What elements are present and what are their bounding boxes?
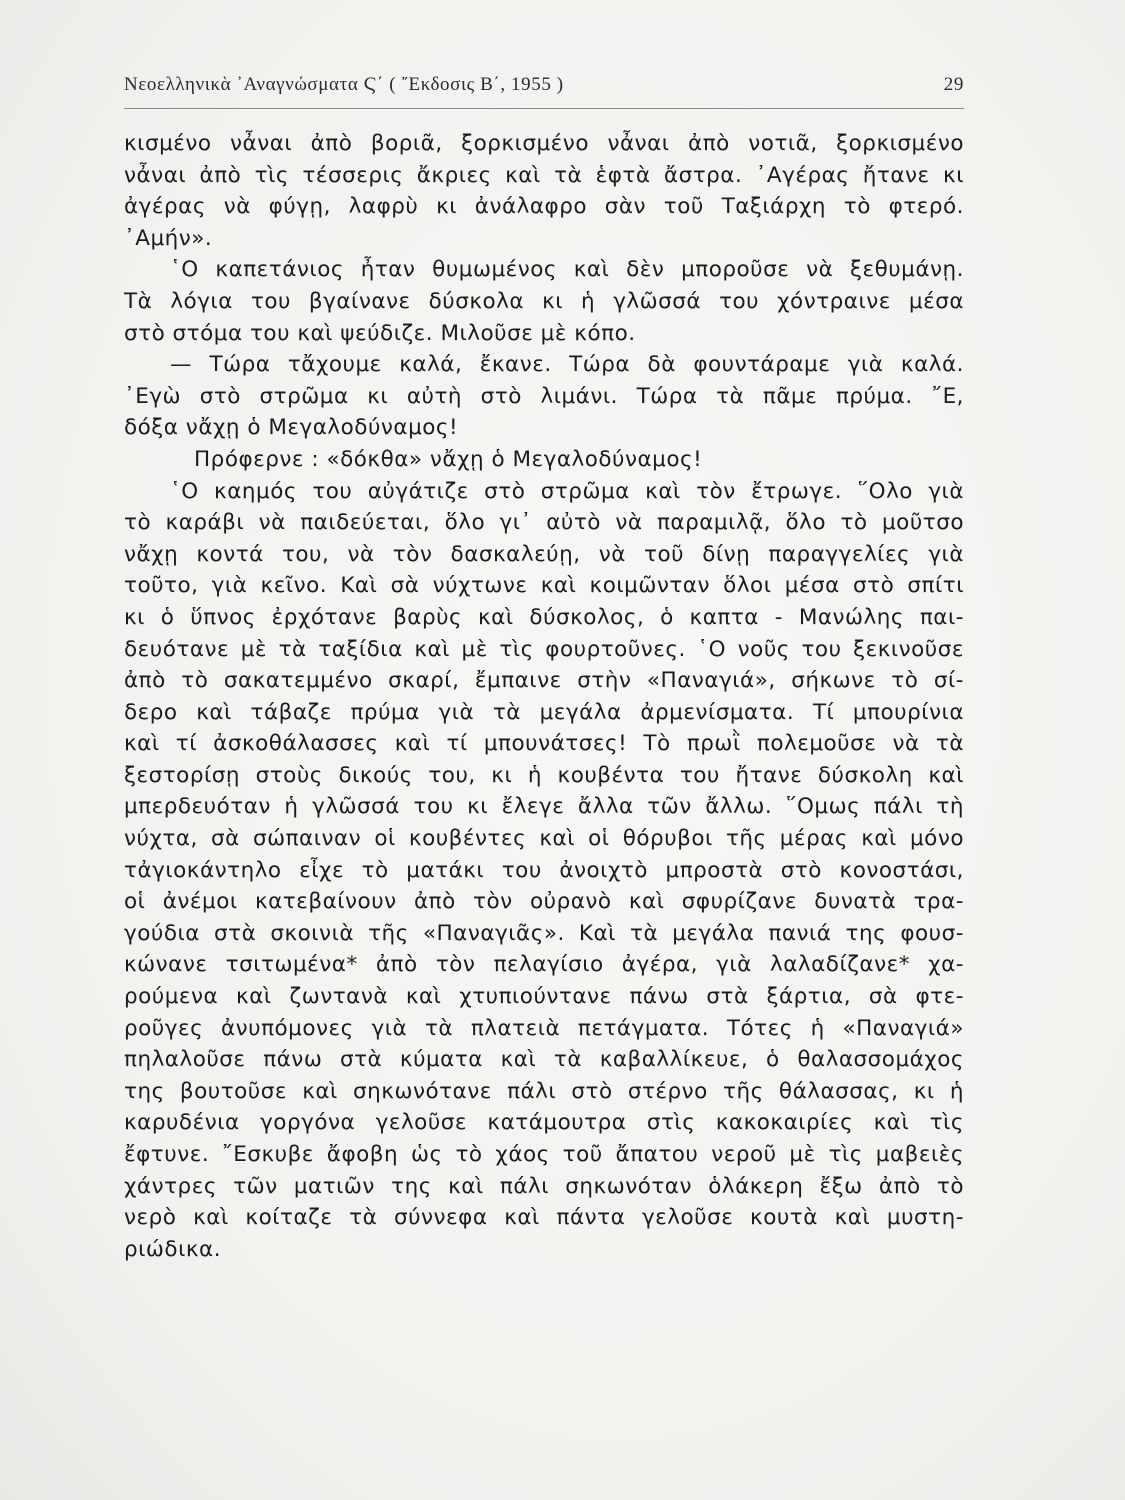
text-line: ροῦγες ἀνυπόμονες γιὰ τὰ πλατειὰ πετάγματα. Τότες ἡ «Παναγιά» xyxy=(124,1015,964,1041)
text-line: κι ὁ ὕπνος ἐρχότανε βαρὺς καὶ δύσκολος, ὁ καπτα - Μανώλης παι- xyxy=(124,604,964,630)
text-line: ριώδικα. xyxy=(124,1236,222,1262)
text-line: ῾Ο καημός του αὐγάτιζε στὸ στρῶμα καὶ τὸν ἔτρωγε. ῞Ολο γιὰ xyxy=(170,478,964,504)
text-line: κισμένο νἆναι ἀπὸ βοριᾶ, ξορκισμένο νἆναι ἀπὸ νοτιᾶ, ξορκισμένο xyxy=(124,131,964,156)
text-line: ᾿Αμήν». xyxy=(124,225,213,251)
text-line: ξεστορίσῃ στοὺς δικούς του, κι ἡ κουβέντα του ἤτανε δύσκολη καὶ xyxy=(124,762,964,788)
text-line: χάντρες τῶν ματιῶν της καὶ πάλι σηκωνόταν ὁλάκερη ἔξω ἀπὸ τὸ xyxy=(124,1173,964,1199)
text-line: Τὰ λόγια του βγαίνανε δύσκολα κι ἡ γλῶσσά του χόντραινε μέσα xyxy=(124,288,964,314)
text-line: ἀγέρας νὰ φύγῃ, λαφρὺ κι ἀνάλαφρο σὰν τοῦ Ταξιάρχη τὸ φτερό. xyxy=(124,194,964,220)
text-line: Πρόφερνε : «δόκθα» νἄχῃ ὁ Μεγαλοδύναμος! xyxy=(194,446,703,472)
text-line: οἱ ἀνέμοι κατεβαίνουν ἀπὸ τὸν οὐρανὸ καὶ σφυρίζανε δυνατὰ τρα- xyxy=(124,889,964,915)
running-header xyxy=(124,70,964,104)
text-line: δευότανε μὲ τὰ ταξίδια καὶ μὲ τὶς φουρτοῦνες. ῾Ο νοῦς του ξεκινοῦσε xyxy=(124,636,964,662)
body-text xyxy=(124,128,964,1265)
text-line: νερὸ καὶ κοίταζε τὰ σύννεφα καὶ πάντα γελοῦσε κουτὰ καὶ μυστη- xyxy=(124,1205,964,1231)
text-line: τὸ καράβι νὰ παιδεύεται, ὅλο γι᾿ αὐτὸ νὰ παραμιλᾷ, ὅλο τὸ μοῦτσο xyxy=(124,510,964,536)
text-line: νύχτα, σὰ σώπαιναν οἱ κουβέντες καὶ οἱ θόρυβοι τῆς μέρας καὶ μόνο xyxy=(124,826,964,852)
text-line: δερο καὶ τάβαζε πρύμα γιὰ τὰ μεγάλα ἀρμενίσματα. Τί μπουρίνια xyxy=(124,699,964,725)
page-number: 29 xyxy=(943,74,964,95)
text-line: τἀγιοκάντηλο εἶχε τὸ ματάκι του ἀνοιχτὸ μπροστὰ στὸ κονοστάσι, xyxy=(124,857,964,883)
text-line: μπερδευόταν ἡ γλῶσσά του κι ἔλεγε ἄλλα τῶν ἄλλω. ῞Ομως πάλι τὴ xyxy=(124,794,964,820)
header-title: Νεοελληνικὰ ᾿Αναγνώσματα Ϛ΄ ( ῎Εκδοσις Β΄, 1955 ) xyxy=(124,74,564,95)
text-line: ἔφτυνε. ῎Εσκυβε ἄφοβη ὡς τὸ χάος τοῦ ἄπατου νεροῦ μὲ τὶς μαβειὲς xyxy=(124,1142,964,1167)
text-line: — Τώρα τἄχουμε καλά, ἔκανε. Τώρα δὰ φουντάραμε γιὰ καλά. xyxy=(170,352,964,378)
text-line: της βουτοῦσε καὶ σηκωνότανε πάλι στὸ στέρνο τῆς θάλασσας, κι ἡ xyxy=(124,1078,964,1104)
text-line: νἆναι ἀπὸ τὶς τέσσερις ἄκριες καὶ τὰ ἑφτὰ ἄστρα. ᾿Αγέρας ἤτανε κι xyxy=(124,162,964,188)
text-line: ᾿Εγὼ στὸ στρῶμα κι αὐτὴ στὸ λιμάνι. Τώρα τὰ πᾶμε πρύμα. ῎Ε, xyxy=(124,383,964,409)
text-line: καὶ τί ἀσκοθάλασσες καὶ τί μπουνάτσες! Τὸ πρωῒ πολεμοῦσε νὰ τὰ xyxy=(124,731,964,757)
text-line: γούδια στὰ σκοινιὰ τῆς «Παναγιᾶς». Καὶ τὰ μεγάλα πανιά της φουσ- xyxy=(124,920,964,946)
text-line: νἄχῃ κοντά του, νὰ τὸν δασκαλεύῃ, νὰ τοῦ δίνῃ παραγγελίες γιὰ xyxy=(124,541,964,567)
text-line: τοῦτο, γιὰ κεῖνο. Καὶ σὰ νύχτωνε καὶ κοιμῶνταν ὅλοι μέσα στὸ σπίτι xyxy=(124,573,964,599)
text-line: πηλαλοῦσε πάνω στὰ κύματα καὶ τὰ καβαλλίκευε, ὁ θαλασσομάχος xyxy=(124,1047,964,1073)
text-line: κώνανε τσιτωμένα* ἀπὸ τὸν πελαγίσιο ἀγέρα, γιὰ λαλαδίζανε* χα- xyxy=(124,952,964,978)
text-line: καρυδένια γοργόνα γελοῦσε κατάμουτρα στὶς κακοκαιρίες καὶ τὶς xyxy=(124,1110,964,1136)
text-line: στὸ στόμα του καὶ ψεύδιζε. Μιλοῦσε μὲ κόπο. xyxy=(124,320,636,346)
text-line: ρούμενα καὶ ζωντανὰ καὶ χτυπιούντανε πάνω στὰ ξάρτια, σὰ φτε- xyxy=(124,984,964,1010)
text-line: ῾Ο καπετάνιος ἦταν θυμωμένος καὶ δὲν μποροῦσε νὰ ξεθυμάνῃ. xyxy=(170,257,964,283)
text-line: ἀπὸ τὸ σακατεμμένο σκαρί, ἔμπαινε στὴν «Παναγιά», σήκωνε τὸ σί- xyxy=(124,668,964,694)
header-rule xyxy=(124,108,964,109)
text-line: δόξα νἄχῃ ὁ Μεγαλοδύναμος! xyxy=(124,415,459,441)
